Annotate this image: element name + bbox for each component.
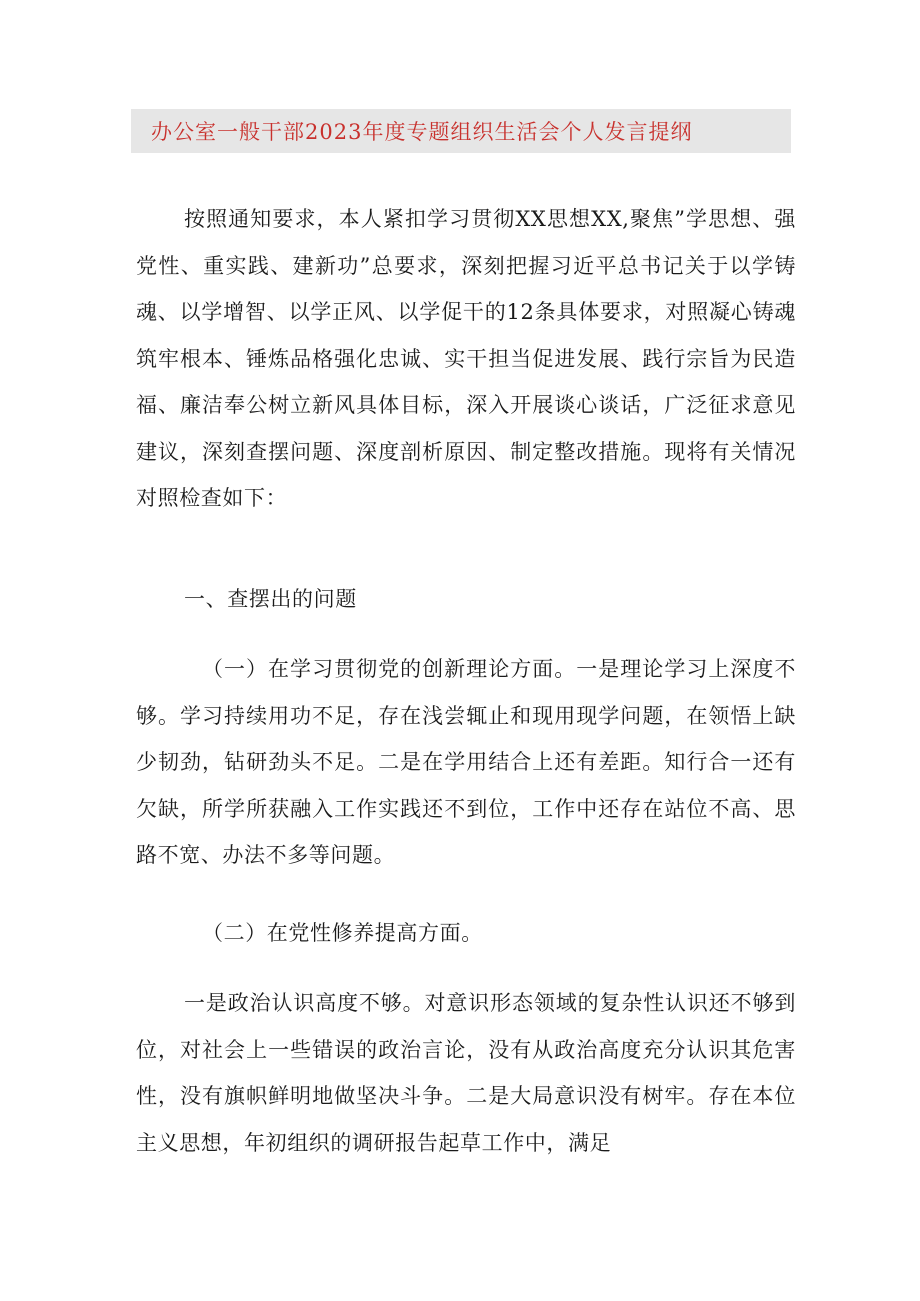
title-banner [131, 109, 791, 153]
section-heading-problems: 一、查摆出的问题 [184, 587, 357, 611]
intro-paragraph: 按照通知要求，本人紧扣学习贯彻XX思想XX,聚焦”学思想、强党性、重实践、建新功”总要求，深刻把握习近平总书记关于以学铸魂、以学增智、以学正风、以学促干的12条具体要求，对照凝心铸魂筑牢根本、锤炼品格强化忠诚、实干担当促进发展、践行宗旨为民造福、廉洁奉公树立新风具体目标，深入开展谈心谈话，广泛征求意见建议，深刻查摆问题、深度剖析原因、制定整改措施。现将有关情况对照检查如下： [136, 207, 796, 510]
document-title: 办公室一般干部2023年度专题组织生活会个人发言提纲 [151, 120, 693, 144]
subsection-paragraph-theory: （一）在学习贯彻党的创新理论方面。一是理论学习上深度不够。学习持续用功不足，存在浅尝辄止和现用现学问题，在领悟上缺少韧劲，钻研劲头不足。二是在学用结合上还有差距。知行合一还有欠缺，所学所获融入工作实践还不到位，工作中还存在站位不高、思路不宽、办法不多等问题。 [136, 657, 796, 867]
subsection-heading-party-spirit: （二）在党性修养提高方面。 [202, 921, 483, 945]
body-paragraph-political: 一是政治认识高度不够。对意识形态领域的复杂性认识还不够到位，对社会上一些错误的政治言论，没有从政治高度充分认识其危害性，没有旗帜鲜明地做坚决斗争。二是大局意识没有树牢。存在本位主义思想，年初组织的调研报告起草工作中，满足 [136, 991, 796, 1155]
